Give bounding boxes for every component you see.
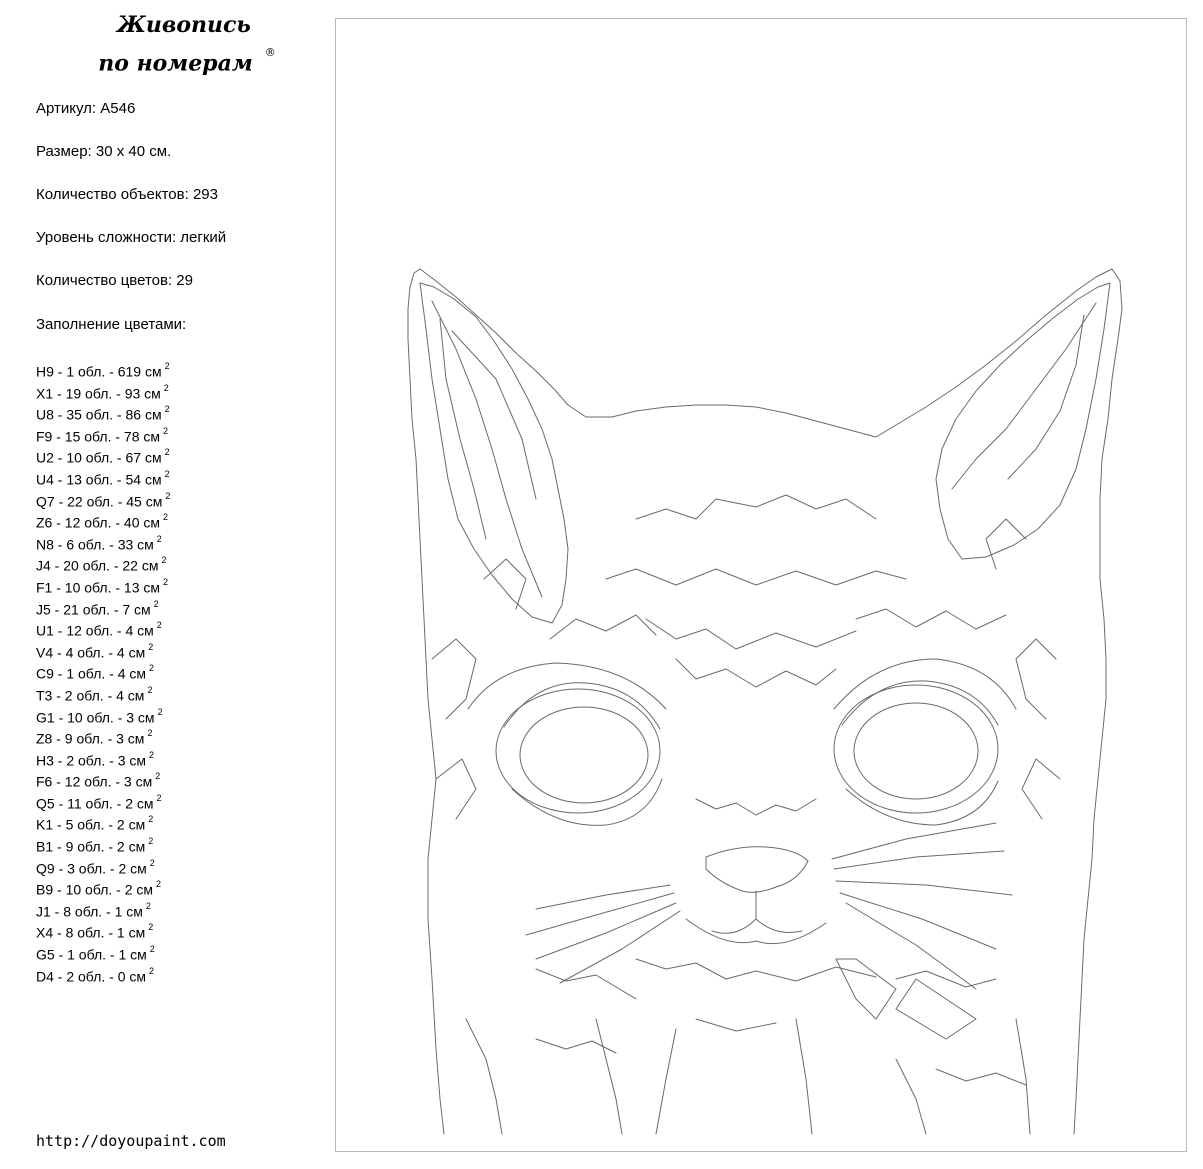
color-fill-item [36,552,170,574]
color-fill-text: F1 - 10 обл. - 13 см [36,579,161,596]
color-fill-item [36,509,170,531]
square-unit-superscript: 2 [148,922,154,933]
color-fill-text: Z6 - 12 обл. - 40 см [36,514,161,531]
left-whiskers [536,885,670,909]
color-fill-text: G5 - 1 обл. - 1 см [36,946,147,963]
square-unit-superscript: 2 [149,749,155,760]
objects-count: Количество объектов: 293 [36,186,218,203]
color-fill-item [36,704,170,726]
color-fill-item [36,596,170,618]
color-fill-text: N8 - 6 обл. - 33 см [36,536,154,553]
square-unit-superscript: 2 [163,576,169,587]
square-unit-superscript: 2 [163,425,169,436]
color-fill-text: F9 - 15 обл. - 78 см [36,428,161,445]
color-fill-item [36,423,170,445]
color-fill-text: Q7 - 22 обл. - 45 см [36,493,163,510]
color-fill-text: U1 - 12 обл. - 4 см [36,622,154,639]
color-fill-text: G1 - 10 обл. - 3 см [36,709,155,726]
color-fill-item [36,574,170,596]
square-unit-superscript: 2 [164,404,170,415]
square-unit-superscript: 2 [148,814,154,825]
square-unit-superscript: 2 [147,684,153,695]
square-unit-superscript: 2 [147,728,153,739]
square-unit-superscript: 2 [156,879,162,890]
square-unit-superscript: 2 [149,663,155,674]
brand-line-1: Живопись [117,12,251,38]
left-inner-ear [420,283,568,623]
right-eye [834,685,998,813]
color-fill-text: B9 - 10 обл. - 2 см [36,881,154,898]
color-fill-item [36,876,170,898]
color-fill-text: D4 - 2 обл. - 0 см [36,968,146,985]
registered-mark: ® [264,46,276,59]
square-unit-superscript: 2 [145,900,151,911]
sidebar [0,0,320,1169]
square-unit-superscript: 2 [163,512,169,523]
square-unit-superscript: 2 [148,836,154,847]
color-fill-item [36,358,170,380]
square-unit-superscript: 2 [153,598,159,609]
color-fill-text: Q5 - 11 обл. - 2 см [36,795,154,812]
square-unit-superscript: 2 [161,555,167,566]
color-fill-item [36,682,170,704]
article-number: Артикул: A546 [36,100,136,117]
brand-logo [96,8,296,80]
color-fill-text: J5 - 21 обл. - 7 см [36,601,151,618]
color-fill-text: X1 - 19 обл. - 93 см [36,385,161,402]
color-fill-item [36,941,170,963]
color-fill-text: F6 - 12 обл. - 3 см [36,773,153,790]
color-fill-text: B1 - 9 обл. - 2 см [36,838,146,855]
square-unit-superscript: 2 [149,944,155,955]
cat-outline-drawing [336,19,1188,1153]
canvas-size: Размер: 30 х 40 см. [36,143,172,160]
square-unit-superscript: 2 [149,965,155,976]
color-fill-item [36,768,170,790]
color-fill-text: C9 - 1 обл. - 4 см [36,665,146,682]
square-unit-superscript: 2 [155,771,161,782]
brand-line-2 [96,42,296,80]
color-fill-text: Q9 - 3 обл. - 2 см [36,860,147,877]
color-fill-item [36,790,170,812]
square-unit-superscript: 2 [156,620,162,631]
square-unit-superscript: 2 [164,468,170,479]
color-fill-text: Z8 - 9 обл. - 3 см [36,730,145,747]
color-fill-text: U2 - 10 обл. - 67 см [36,450,162,467]
cat-nose [706,847,808,893]
color-fill-text: X4 - 8 обл. - 1 см [36,925,146,942]
color-fill-item [36,466,170,488]
fill-title: Заполнение цветами: [36,316,187,333]
color-fill-item [36,725,170,747]
square-unit-superscript: 2 [156,792,162,803]
color-fill-item [36,811,170,833]
colors-count: Количество цветов: 29 [36,272,193,289]
brand-line-2-text: по номерам [98,50,253,77]
color-fill-item [36,488,170,510]
color-fill-text: T3 - 2 обл. - 4 см [36,687,145,704]
color-fill-text: H3 - 2 обл. - 3 см [36,752,146,769]
square-unit-superscript: 2 [148,641,154,652]
color-fill-text: J4 - 20 обл. - 22 см [36,558,159,574]
color-fill-item [36,855,170,877]
color-fill-text: H9 - 1 обл. - 619 см [36,363,162,380]
square-unit-superscript: 2 [149,857,155,868]
square-unit-superscript: 2 [163,382,169,393]
color-fill-text: K1 - 5 обл. - 2 см [36,817,146,834]
color-fill-text: V4 - 4 обл. - 4 см [36,644,146,661]
color-fill-item [36,963,170,985]
color-fill-item [36,617,170,639]
right-inner-ear [936,283,1110,559]
square-unit-superscript: 2 [156,533,162,544]
coloring-canvas [335,18,1187,1152]
square-unit-superscript: 2 [164,447,170,458]
website-link[interactable]: http://doyoupaint.com [36,1132,226,1150]
color-fill-item [36,401,170,423]
color-fill-item [36,747,170,769]
color-fill-text: U8 - 35 обл. - 86 см [36,406,162,423]
color-fill-item [36,833,170,855]
color-fill-item [36,444,170,466]
difficulty-level: Уровень сложности: легкий [36,229,227,246]
color-fill-item [36,919,170,941]
color-fill-item [36,380,170,402]
color-fill-item [36,531,170,553]
square-unit-superscript: 2 [157,706,163,717]
color-fill-text: J1 - 8 обл. - 1 см [36,903,143,920]
color-fill-list [36,358,170,984]
color-fill-text: U4 - 13 обл. - 54 см [36,471,162,488]
color-fill-item [36,898,170,920]
color-fill-item [36,639,170,661]
square-unit-superscript: 2 [165,490,171,501]
color-fill-item [36,660,170,682]
square-unit-superscript: 2 [164,361,170,371]
cat-head-outline [408,269,1122,1134]
